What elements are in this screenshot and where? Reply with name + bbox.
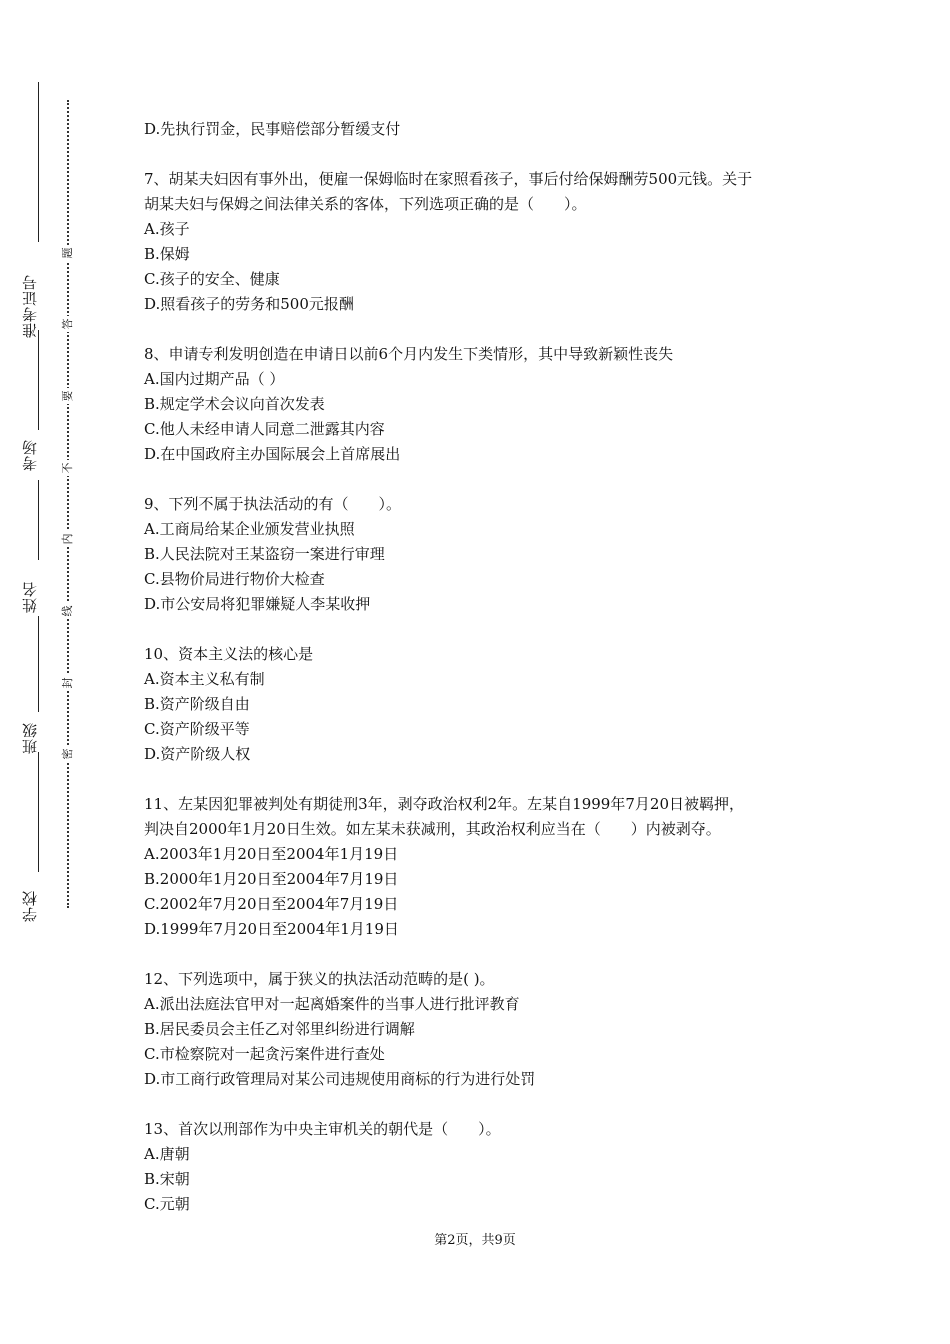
blank-line — [144, 942, 824, 967]
answer-option: B.2000年1月20日至2004年7月19日 — [144, 870, 399, 888]
question-stem: 判决自2000年1月20日生效。如左某未获减刑，其政治权利应当在（ ）内被剥夺。 — [144, 820, 721, 838]
answer-option: C.县物价局进行物价大检查 — [144, 570, 325, 588]
seal-char: 不 — [60, 460, 76, 476]
question-stem: 11、左某因犯罪被判处有期徒刑3年，剥夺政治权利2年。左某自1999年7月20日被羁押， — [144, 795, 744, 813]
seal-char: 封 — [60, 675, 76, 691]
answer-option: D.市公安局将犯罪嫌疑人李某收押 — [144, 595, 371, 613]
answer-option: D.市工商行政管理局对某公司违规使用商标的行为进行处罚 — [144, 1070, 536, 1088]
field-underline — [38, 480, 39, 560]
answer-option: A.国内过期产品（ ） — [144, 370, 285, 388]
answer-option: C.资产阶级平等 — [144, 720, 250, 738]
answer-option: B.资产阶级自由 — [144, 695, 250, 713]
field-underline — [38, 82, 39, 242]
answer-option: A.2003年1月20日至2004年1月19日 — [144, 845, 399, 863]
seal-char: 要 — [60, 388, 76, 404]
question-stem: 10、资本主义法的核心是 — [144, 645, 314, 663]
answer-option: A.派出法庭法官甲对一起离婚案件的当事人进行批评教育 — [144, 995, 520, 1013]
text-line: D.先执行罚金，民事赔偿部分暂缓支付 — [144, 120, 401, 138]
answer-option: C.2002年7月20日至2004年7月19日 — [144, 895, 399, 913]
field-underline — [38, 616, 39, 712]
field-label-name: 姓名 — [21, 581, 39, 613]
seal-char: 题 — [60, 245, 76, 261]
question-stem: 9、下列不属于执法活动的有（ ）。 — [144, 495, 402, 513]
question-stem: 13、首次以刑部作为中央主审机关的朝代是（ ）。 — [144, 1120, 501, 1138]
answer-option: B.规定学术会议向首次发表 — [144, 395, 325, 413]
question-stem: 8、申请专利发明创造在申请日以前6个月内发生下类情形，其中导致新颖性丧失 — [144, 345, 674, 363]
page-number: 第2页，共9页 — [434, 1233, 516, 1248]
question-stem: 12、下列选项中，属于狭义的执法活动范畴的是( )。 — [144, 970, 495, 988]
answer-option: B.保姆 — [144, 245, 190, 263]
field-label-class: 班级 — [21, 722, 39, 754]
answer-option: A.唐朝 — [144, 1145, 190, 1163]
field-label-school: 学校 — [21, 890, 39, 922]
seal-char: 密 — [60, 746, 76, 762]
answer-option: A.孩子 — [144, 220, 190, 238]
answer-option: C.孩子的安全、健康 — [144, 270, 280, 288]
answer-option: B.宋朝 — [144, 1170, 190, 1188]
answer-option: B.人民法院对王某盗窃一案进行审理 — [144, 545, 385, 563]
answer-option: D.1999年7月20日至2004年1月19日 — [144, 920, 399, 938]
answer-option: D.照看孩子的劳务和500元报酬 — [144, 295, 354, 313]
answer-option: B.居民委员会主任乙对邻里纠纷进行调解 — [144, 1020, 415, 1038]
answer-option: A.工商局给某企业颁发营业执照 — [144, 520, 355, 538]
field-underline — [38, 330, 39, 430]
answer-option: D.资产阶级人权 — [144, 745, 251, 763]
blank-line — [144, 467, 824, 492]
seal-char: 内 — [60, 531, 76, 547]
seal-char: 答 — [60, 316, 76, 332]
answer-option: D.在中国政府主办国际展会上首席展出 — [144, 445, 401, 463]
answer-option: A.资本主义私有制 — [144, 670, 265, 688]
seal-line — [67, 100, 69, 908]
question-stem: 7、胡某夫妇因有事外出，便雇一保姆临时在家照看孩子，事后付给保姆酬劳500元钱。关于 — [144, 170, 753, 188]
blank-line — [144, 317, 824, 342]
answer-option: C.他人未经申请人同意二泄露其内容 — [144, 420, 385, 438]
question-stem: 胡某夫妇与保姆之间法律关系的客体，下列选项正确的是（ ）。 — [144, 195, 587, 213]
answer-option: C.市检察院对一起贪污案件进行查处 — [144, 1045, 385, 1063]
blank-line — [144, 1092, 824, 1117]
field-underline — [38, 752, 39, 872]
field-label-exam-room: 考场 — [21, 439, 39, 471]
blank-line — [144, 617, 824, 642]
blank-line — [144, 767, 824, 792]
question-content — [144, 117, 824, 1217]
blank-line — [144, 142, 824, 167]
field-label-exam-number: 准考证号 — [21, 274, 39, 338]
seal-char: 线 — [60, 603, 76, 619]
answer-option: C.元朝 — [144, 1195, 190, 1213]
candidate-info-column — [38, 82, 40, 922]
binding-margin — [0, 0, 120, 1344]
